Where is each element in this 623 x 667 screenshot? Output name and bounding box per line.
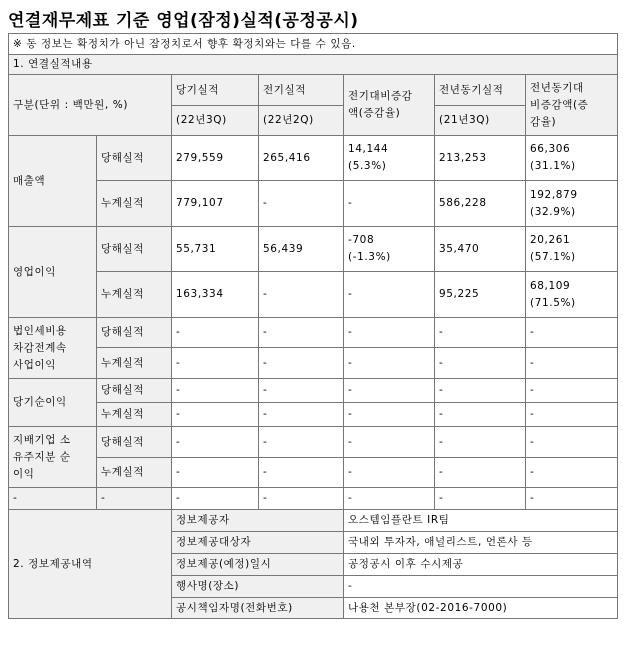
cell-yoy [526,272,618,318]
cell-value: 55,731 [172,227,259,272]
pretax-current-row [9,318,618,348]
header-current: 당기실적 [172,75,259,106]
cell-yoy-amount: 20,261 [530,234,571,246]
cell-value: - [344,403,435,427]
cell-value: 35,470 [435,227,526,272]
header-yoy [526,75,618,136]
period-cumulative: 누계실적 [97,181,172,227]
item-ctrl-line3: 이익 [13,467,35,480]
cell-value: 265,416 [259,136,344,181]
header-yoy-prev-period: (21년3Q) [435,106,526,136]
header-category: 구분(단위 : 백만원, %) [9,75,172,136]
pretax-cumulative-row [9,348,618,379]
cell-qoq [344,227,435,272]
net-cumulative-row [9,403,618,427]
header-current-period: (22년3Q) [172,106,259,136]
op-cumulative-row [9,272,618,318]
period-current: 당해실적 [97,227,172,272]
cell-value: - [259,488,344,510]
cell-value: - [344,272,435,318]
cell-qoq-rate: (5.3%) [348,160,387,172]
cell-value: - [344,488,435,510]
cell-yoy-rate: (71.5%) [530,296,576,309]
cell-yoy-amount: 68,109 [530,279,571,292]
cell-value: - [259,272,344,318]
info-provider-row [9,510,618,532]
cell-value: - [526,427,618,458]
cell-value: - [344,181,435,227]
cell-value: - [259,458,344,488]
info-contact-value: 나용천 본부장(02-2016-7000) [344,598,618,619]
cell-value: - [172,318,259,348]
cell-value: - [259,379,344,403]
period-current: 당해실적 [97,136,172,181]
cell-value: - [259,318,344,348]
cell-value: - [526,348,618,379]
header-qoq-line1: 전기대비증감 [348,90,413,102]
header-yoy-prev: 전년동기실적 [435,75,526,106]
cell-value: - [259,181,344,227]
cell-value: - [435,488,526,510]
earnings-table [8,33,618,619]
cell-value: - [435,318,526,348]
cell-value: - [344,379,435,403]
notice-row [9,34,618,55]
period-cumulative: 누계실적 [97,403,172,427]
cell-value: 279,559 [172,136,259,181]
cell-yoy-amount: 66,306 [530,143,571,155]
item-controlling-net-income [9,427,97,488]
info-provider-value: 오스템임플란트 IR팀 [344,510,618,532]
cell-value: - [435,379,526,403]
item-ctrl-line2: 유주지분 순 [13,450,71,463]
cell-value: - [172,458,259,488]
cell-value: - [259,348,344,379]
cell-value: - [97,488,172,510]
item-pretax-line2: 차감전계속 [13,341,67,354]
info-contact-label: 공시책임자명(전화번호) [172,598,344,619]
cell-value: - [526,403,618,427]
item-ctrl-line1: 지배기업 소 [13,433,71,446]
cell-value: - [435,403,526,427]
cell-yoy [526,181,618,227]
cell-yoy [526,136,618,181]
ctrl-current-row [9,427,618,458]
period-current: 당해실적 [97,427,172,458]
header-yoy-line2: 비증감액(증 [530,98,589,111]
cell-value: - [172,427,259,458]
period-current: 당해실적 [97,379,172,403]
notice-text: ※ 동 정보는 확정치가 아닌 잠정치로서 향후 확정치와는 다를 수 있음. [9,34,618,55]
cell-value: - [526,379,618,403]
period-cumulative: 누계실적 [97,272,172,318]
cell-value: 779,107 [172,181,259,227]
period-cumulative: 누계실적 [97,348,172,379]
cell-value: - [344,458,435,488]
cell-qoq-rate: (-1.3%) [348,251,391,263]
item-operating-income: 영업이익 [9,227,97,318]
cell-value: - [435,427,526,458]
cell-value: 95,225 [435,272,526,318]
cell-yoy-rate: (32.9%) [530,205,576,218]
cell-value: - [435,458,526,488]
info-venue-value: - [344,576,618,598]
section1-row [9,55,618,75]
section2-title: 2. 정보제공내역 [9,510,172,619]
item-pretax-income [9,318,97,379]
item-sales: 매출액 [9,136,97,227]
cell-yoy-rate: (31.1%) [530,160,576,172]
cell-value: - [344,318,435,348]
ctrl-cumulative-row [9,458,618,488]
cell-value: - [259,427,344,458]
cell-value: - [259,403,344,427]
info-target-label: 정보제공대상자 [172,532,344,554]
info-date-label: 정보제공(예정)일시 [172,554,344,576]
section1-title: 1. 연결실적내용 [9,55,618,75]
cell-qoq-amount: -708 [348,234,375,246]
header-yoy-line1: 전년동기대 [530,81,584,94]
cell-value: - [9,488,97,510]
cell-value: - [172,379,259,403]
period-cumulative: 누계실적 [97,458,172,488]
op-current-row [9,227,618,272]
cell-yoy-rate: (57.1%) [530,251,576,263]
sales-current-row [9,136,618,181]
item-pretax-line3: 사업이익 [13,358,56,371]
info-target-value: 국내외 투자자, 애널리스트, 언론사 등 [344,532,618,554]
cell-qoq [344,136,435,181]
cell-value: - [172,403,259,427]
cell-value: 56,439 [259,227,344,272]
item-net-income: 당기순이익 [9,379,97,427]
period-current: 당해실적 [97,318,172,348]
cell-qoq-amount: 14,144 [348,143,389,155]
item-pretax-line1: 법인세비용 [13,324,67,337]
cell-value: - [172,488,259,510]
net-current-row [9,379,618,403]
header-qoq [344,75,435,136]
cell-yoy [526,227,618,272]
cell-value: - [435,348,526,379]
cell-value: - [526,458,618,488]
info-date-value: 공정공시 이후 수시제공 [344,554,618,576]
sales-cumulative-row [9,181,618,227]
cell-value: 213,253 [435,136,526,181]
cell-value: - [344,348,435,379]
page-title: 연결재무제표 기준 영업(잠정)실적(공정공시) [8,11,359,31]
header-previous: 전기실적 [259,75,344,106]
header-yoy-line3: 감율) [530,115,557,128]
cell-value: 163,334 [172,272,259,318]
dash-row [9,488,618,510]
cell-value: 586,228 [435,181,526,227]
cell-value: - [344,427,435,458]
header-qoq-line2: 액(증감율) [348,107,401,119]
cell-value: - [172,348,259,379]
cell-value: - [526,318,618,348]
header-row-1 [9,75,618,106]
cell-yoy-amount: 192,879 [530,188,578,201]
cell-value: - [526,488,618,510]
header-previous-period: (22년2Q) [259,106,344,136]
info-provider-label: 정보제공자 [172,510,344,532]
info-venue-label: 행사명(장소) [172,576,344,598]
